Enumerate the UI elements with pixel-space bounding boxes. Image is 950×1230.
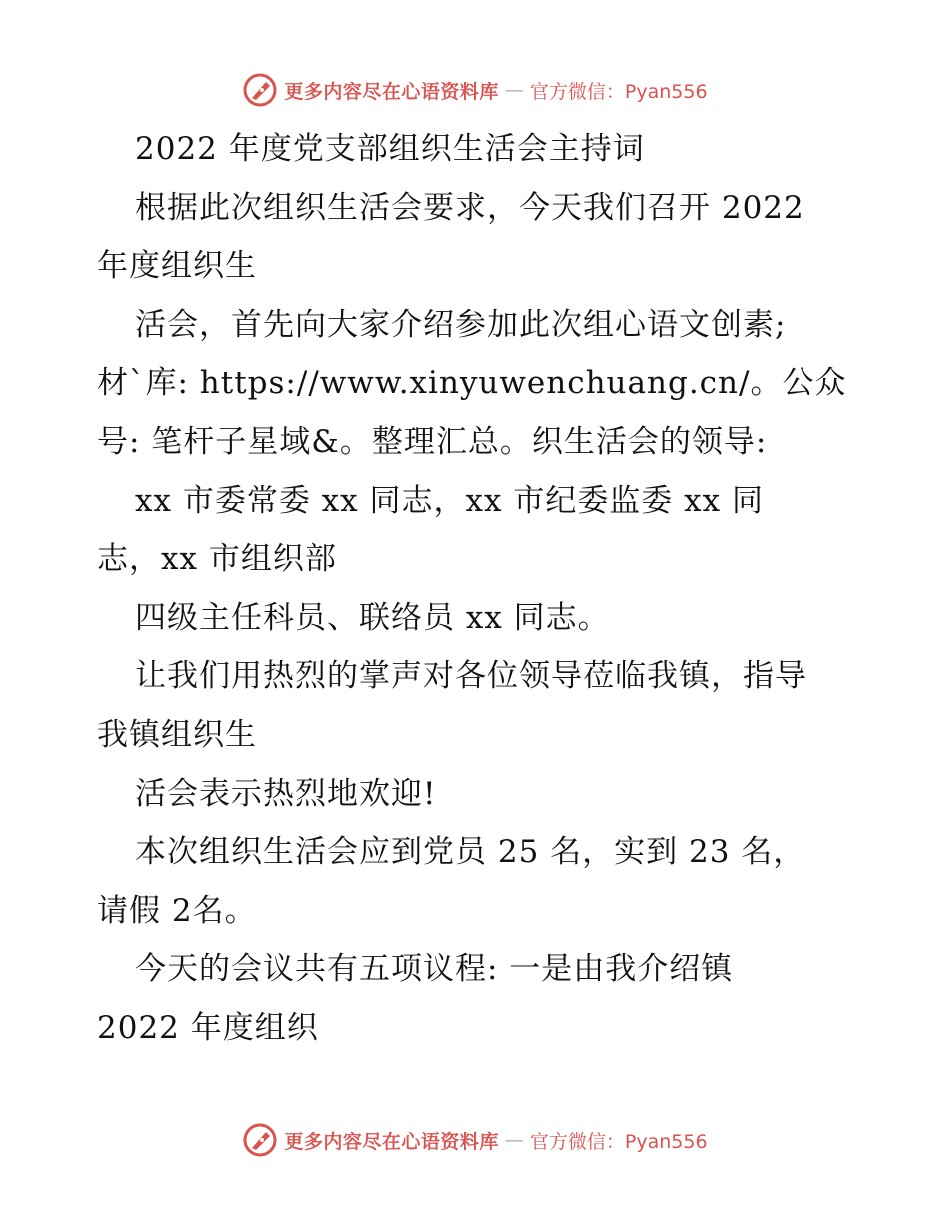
text-line: 志，xx 市组织部 bbox=[97, 541, 337, 578]
text-line: xx 市委常委 xx 同志，xx 市纪委监委 xx 同 bbox=[135, 482, 764, 519]
banner-wechat-text: 官方微信：Pyan556 bbox=[529, 80, 708, 103]
banner-site-text: 更多内容尽在心语资料库 bbox=[284, 1130, 499, 1153]
text-line: 让我们用热烈的掌声对各位领导莅临我镇，指导 bbox=[135, 658, 807, 695]
text-line: 材`库: https://www.xinyuwenchuang.cn/。公众 bbox=[97, 365, 847, 402]
pen-nib-logo-icon bbox=[242, 1122, 278, 1158]
text-line: 活会表示热烈地欢迎! bbox=[135, 775, 437, 812]
banner-wechat-text: 官方微信：Pyan556 bbox=[529, 1130, 708, 1153]
text-line: 本次组织生活会应到党员 25 名，实到 23 名， bbox=[135, 834, 806, 871]
text-line: 根据此次组织生活会要求，今天我们召开 2022 bbox=[135, 189, 805, 226]
text-line: 今天的会议共有五项议程: 一是由我介绍镇 bbox=[135, 951, 734, 988]
footer-banner bbox=[0, 1120, 950, 1160]
text-line: 我镇组织生 bbox=[97, 716, 257, 753]
text-line: 号: 笔杆子星域&。整理汇总。织生活会的领导: bbox=[97, 423, 768, 460]
header-banner bbox=[0, 70, 950, 110]
text-line: 请假 2名。 bbox=[97, 892, 257, 929]
text-line: 2022 年度组织 bbox=[97, 1009, 319, 1046]
text-line: 年度组织生 bbox=[97, 248, 257, 285]
document-body bbox=[97, 120, 857, 1058]
document-title: 2022 年度党支部组织生活会主持词 bbox=[135, 131, 645, 167]
banner-site-text: 更多内容尽在心语资料库 bbox=[284, 80, 499, 103]
banner-separator: — bbox=[504, 79, 524, 101]
banner-separator: — bbox=[504, 1129, 524, 1151]
pen-nib-logo-icon bbox=[242, 72, 278, 108]
text-line: 四级主任科员、联络员 xx 同志。 bbox=[135, 599, 610, 636]
text-line: 活会，首先向大家介绍参加此次组心语文创素; bbox=[135, 306, 787, 343]
